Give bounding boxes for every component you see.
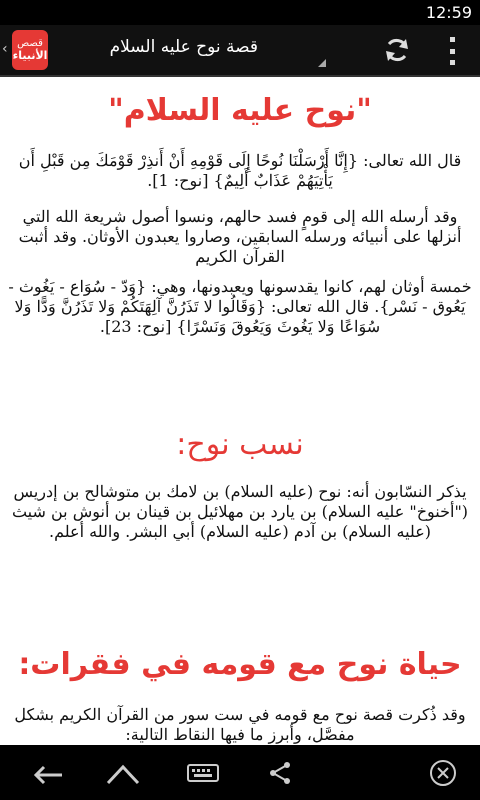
refresh-icon[interactable] [380,33,414,67]
navigation-bar [0,745,480,800]
heading-main: "نوح عليه السلام" [108,93,372,128]
spinner-indicator-icon[interactable] [318,59,326,67]
up-chevron-icon[interactable]: ‹ [2,41,8,57]
status-bar [0,0,480,25]
paragraph-2: وقد أرسله الله إلى قومٍ فسد حالهم، ونسوا أصول شريعة الله التي أنزلها على أنبيائه ورسله السابقين، وصاروا يعبدون الأوثان. وقد أثبت القرآن الكريم [18,207,462,266]
article-content [0,77,480,745]
back-icon[interactable] [30,755,66,791]
overflow-menu-icon[interactable] [446,37,458,65]
app-icon-label-1: قصص [17,38,43,49]
heading-lineage: نسب نوح: [176,427,304,462]
paragraph-5: وقد ذُكرت قصة نوح مع قومه في ست سور من القرآن الكريم بشكل مفصَّل، وأبرز ما فيها النقاط التالية: [14,705,466,744]
action-bar [0,25,480,77]
paragraph-1: قال الله تعالى: {إِنَّا أَرْسَلْنَا نُوحًا إِلَى قَوْمِهِ أَنْ أَنذِرْ قَوْمَكَ مِن قَبْلِ أَن يَأْتِيَهُمْ عَذَابٌ أَلِيمٌ} [نوح: 1]. [18,151,462,190]
close-icon[interactable] [425,755,461,791]
home-icon[interactable] [105,755,141,791]
page-title: قصة نوح عليه السلام [109,37,258,57]
app-icon-label-2: الأنبياء [12,49,48,62]
heading-life: حياة نوح مع قومه في فقرات: [18,647,462,682]
paragraph-4: يذكر النسّابون أنه: نوح (عليه السلام) بن لامك بن متوشالح بن إدريس ("أخنوخ" عليه السلام) بن يارد بن مهلائيل بن قينان بن أنوش بن شيث (عليه السلام) بن آدم (عليه السلام) أبي البشر. والله أعلم. [11,482,469,541]
keyboard-icon[interactable] [185,755,221,791]
app-icon[interactable] [12,30,48,70]
status-time: 12:59 [425,3,472,22]
paragraph-3: خمسة أوثان لهم، كانوا يقدسونها ويعبدونها، وهي: {وَدّ - سُوَاع - يَغُوث - يَعُوق - نَسْر}. قال الله تعالى: {وَقَالُوا لا تَذَرُنَّ آلِهَتَكُمْ وَلا تَذَرُنَّ وَدًّا وَلا سُوَاعًا وَلا يَغُوثَ وَيَعُوقَ وَنَسْرًا} [نوح: 23]. [8,277,472,336]
share-icon[interactable] [262,755,298,791]
